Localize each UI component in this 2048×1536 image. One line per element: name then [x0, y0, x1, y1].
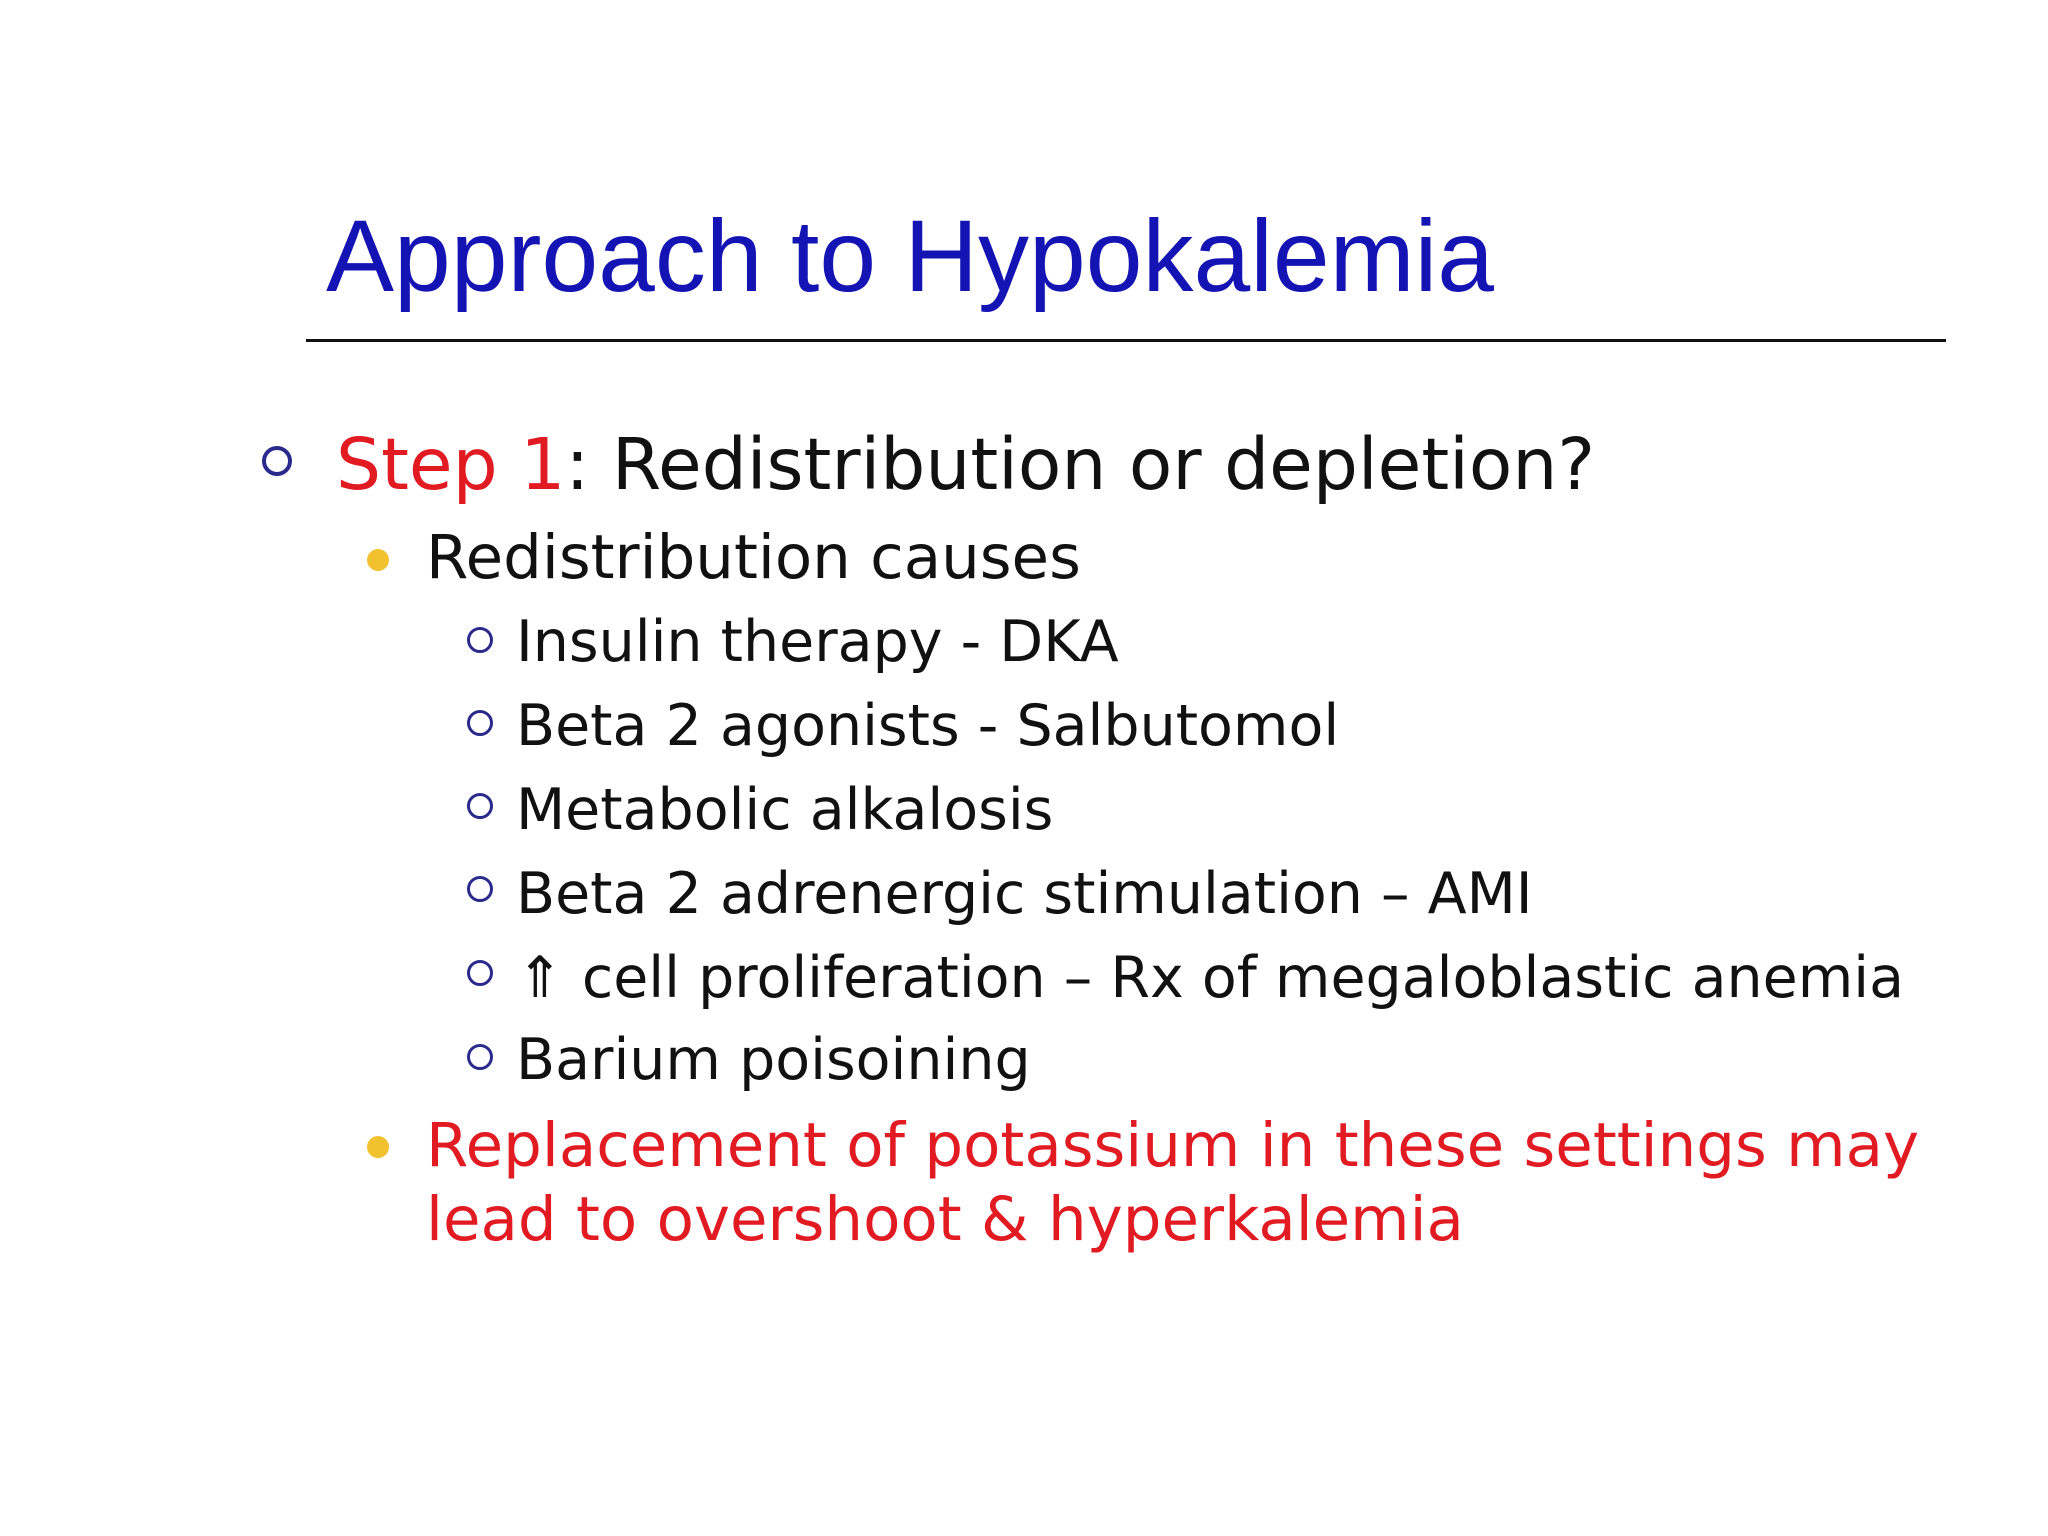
step-line	[336, 420, 1595, 510]
yellow-bullet-icon	[367, 1136, 389, 1158]
cause-item: Beta 2 adrenergic stimulation – AMI	[516, 861, 1533, 927]
step-question: : Redistribution or depletion?	[565, 423, 1596, 506]
cause-item: Insulin therapy - DKA	[516, 609, 1119, 675]
yellow-bullet-icon	[367, 549, 389, 571]
cause-item: Barium poisoining	[516, 1027, 1031, 1093]
cause-item: ⇑ cell proliferation – Rx of megaloblastic anemia	[516, 945, 1905, 1011]
ring-bullet-icon	[467, 627, 493, 653]
cause-item: Beta 2 agonists - Salbutomol	[516, 693, 1340, 759]
slide-title: Approach to Hypokalemia	[326, 199, 1494, 313]
redistribution-heading: Redistribution causes	[426, 522, 1081, 593]
ring-bullet-icon	[467, 710, 493, 736]
warning-line-2: lead to overshoot & hyperkalemia	[426, 1184, 1464, 1255]
cause-item: Metabolic alkalosis	[516, 777, 1054, 843]
ring-bullet-icon	[467, 793, 493, 819]
step-label: Step 1	[336, 423, 566, 506]
ring-bullet-icon	[467, 1044, 493, 1070]
title-divider	[306, 339, 1946, 342]
ring-bullet-icon	[467, 876, 493, 902]
ring-bullet-icon	[262, 446, 292, 476]
ring-bullet-icon	[467, 960, 493, 986]
warning-line-1: Replacement of potassium in these settings may	[426, 1110, 1920, 1181]
